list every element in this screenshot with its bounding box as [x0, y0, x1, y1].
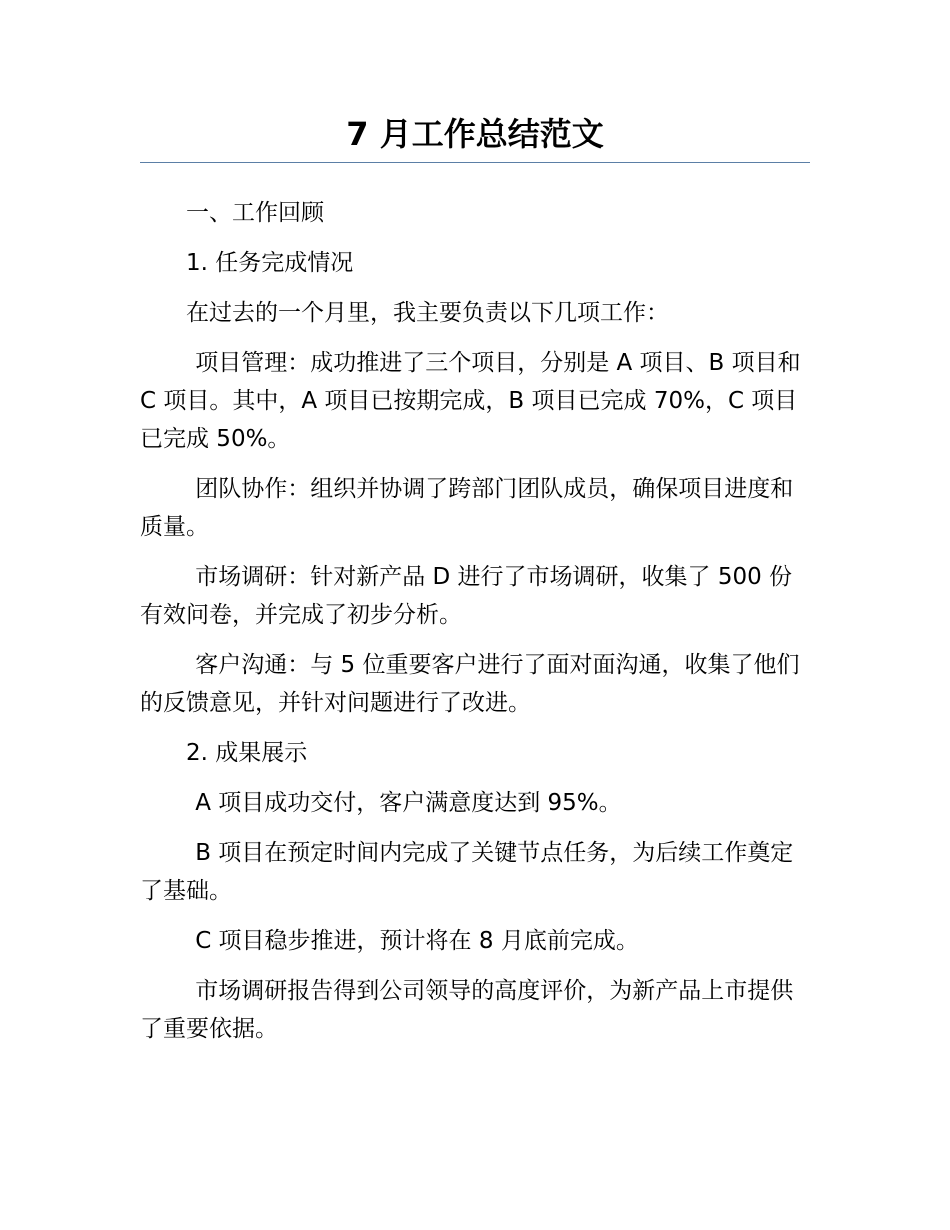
- paragraph-project-management: 项目管理：成功推进了三个项目，分别是 A 项目、B 项目和 C 项目。其中，A 项目已按期完成，B 项目已完成 70%，C 项目已完成 50%。: [140, 350, 801, 452]
- document-title: 7 月工作总结范文: [346, 115, 604, 153]
- paragraph-project-b: B 项目在预定时间内完成了关键节点任务，为后续工作奠定了基础。: [140, 840, 794, 904]
- document-body: [140, 194, 810, 1060]
- paragraph-research-report: 市场调研报告得到公司领导的高度评价，为新产品上市提供了重要依据。: [140, 978, 794, 1042]
- paragraph-project-a: A 项目成功交付，客户满意度达到 95%。: [195, 790, 622, 816]
- section-heading-work-review: 一、工作回顾: [186, 200, 324, 226]
- subheading-task-completion: 1. 任务完成情况: [186, 250, 354, 276]
- paragraph-customer-communication: 客户沟通：与 5 位重要客户进行了面对面沟通，收集了他们的反馈意见，并针对问题进行了改进。: [140, 652, 800, 716]
- title-divider: [140, 162, 810, 163]
- paragraph-team-collaboration: 团队协作：组织并协调了跨部门团队成员，确保项目进度和质量。: [140, 476, 794, 540]
- paragraph-market-research: 市场调研：针对新产品 D 进行了市场调研，收集了 500 份有效问卷，并完成了初步分析。: [140, 564, 793, 628]
- subheading-achievements: 2. 成果展示: [186, 740, 308, 766]
- paragraph-project-c: C 项目稳步推进，预计将在 8 月底前完成。: [195, 928, 639, 954]
- paragraph-intro: 在过去的一个月里，我主要负责以下几项工作：: [186, 300, 669, 326]
